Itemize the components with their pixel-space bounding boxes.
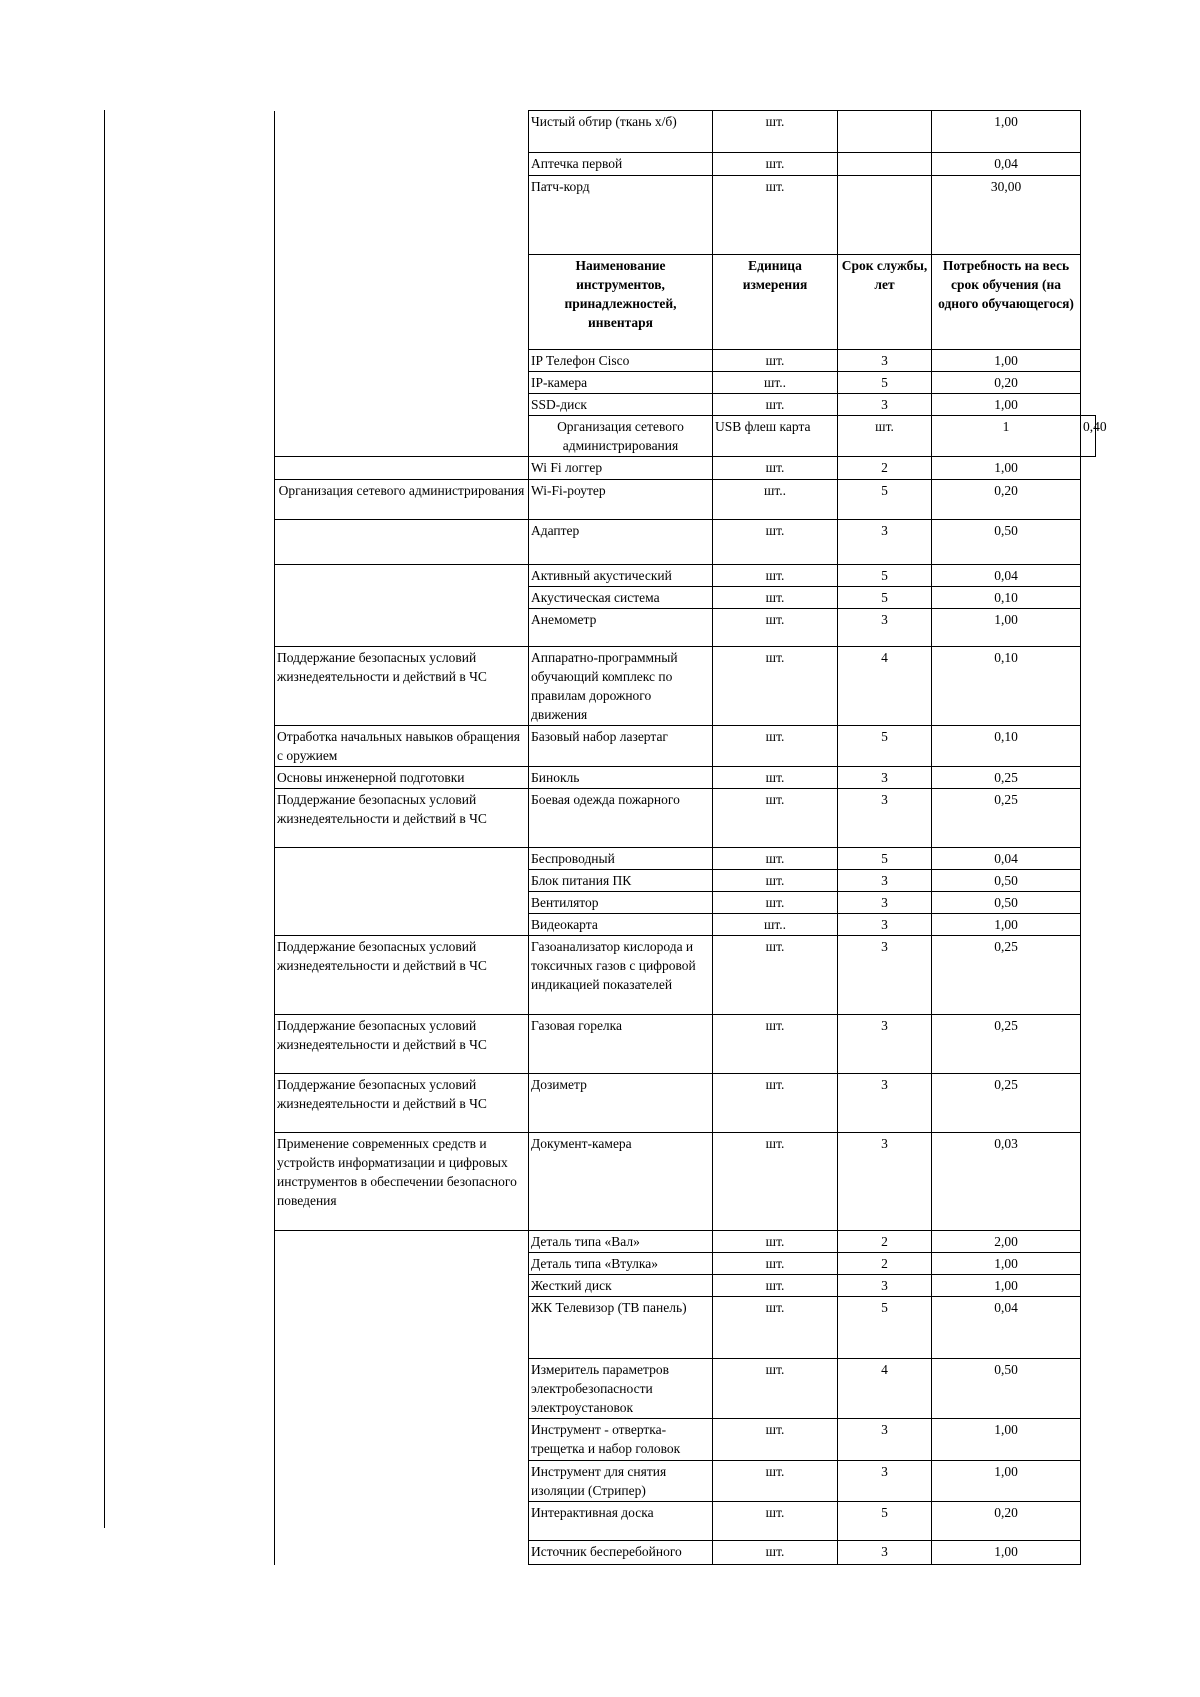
category-cell: Применение современных средств и устройств информатизации и цифровых инструментов в обеспечении безопасного поведения [275, 1133, 529, 1231]
item-name: Чистый обтир (ткань х/б) [529, 111, 713, 153]
item-need: 1,00 [932, 111, 1081, 153]
item-name: SSD-диск [529, 394, 713, 416]
item-term: 5 [838, 565, 932, 587]
item-need: 1,00 [932, 1461, 1081, 1502]
item-term: 2 [838, 1253, 932, 1275]
table-row [275, 111, 1096, 153]
category-cell [275, 520, 529, 565]
item-unit: шт. [713, 1275, 838, 1297]
category-cell: Организация сетевого администрирования [275, 480, 529, 520]
item-need: 0,04 [932, 153, 1081, 176]
item-term: 3 [838, 789, 932, 848]
item-need: 0,04 [932, 1297, 1081, 1359]
item-unit: шт. [713, 1461, 838, 1502]
item-need: 0,20 [932, 372, 1081, 394]
left-margin-rule [104, 110, 105, 1528]
item-unit: шт. [713, 176, 838, 255]
item-unit: шт. [713, 1133, 838, 1231]
item-need: 0,10 [932, 647, 1081, 726]
item-name: Беспроводный [529, 848, 713, 870]
item-need: 1,00 [932, 350, 1081, 372]
item-term: 5 [838, 848, 932, 870]
item-need: 0,50 [932, 520, 1081, 565]
header-name: Наименование инструментов, принадлежностей, инвентаря [529, 255, 713, 350]
item-term: 5 [838, 587, 932, 609]
item-unit: шт. [713, 1419, 838, 1461]
category-cell: Поддержание безопасных условий жизнедеятельности и действий в ЧС [275, 936, 529, 1015]
item-name: Дозиметр [529, 1074, 713, 1133]
item-need: 0,25 [932, 789, 1081, 848]
item-name: Базовый набор лазертаг [529, 726, 713, 767]
item-term: 4 [838, 647, 932, 726]
item-unit: шт. [713, 1502, 838, 1541]
item-unit: шт. [713, 394, 838, 416]
table-row [275, 1074, 1096, 1133]
table-row [275, 726, 1096, 767]
item-need: 1,00 [932, 1275, 1081, 1297]
item-name: Патч-корд [529, 176, 713, 255]
item-unit: шт. [713, 789, 838, 848]
category-cell [275, 848, 529, 936]
item-unit: шт. [713, 892, 838, 914]
item-need: 0,10 [932, 726, 1081, 767]
item-need: 0,20 [932, 1502, 1081, 1541]
item-term: 4 [838, 1359, 932, 1419]
item-name: Газовая горелка [529, 1015, 713, 1074]
category-cell: Основы инженерной подготовки [275, 767, 529, 789]
item-name: Источник бесперебойного [529, 1541, 713, 1565]
item-unit: шт. [713, 1297, 838, 1359]
item-unit: шт. [713, 609, 838, 647]
item-name: Газоанализатор кислорода и токсичных газов с цифровой индикацией показателей [529, 936, 713, 1015]
item-name: Вентилятор [529, 892, 713, 914]
item-term [838, 176, 932, 255]
header-unit: Единица измерения [713, 255, 838, 350]
table-row [275, 767, 1096, 789]
item-name: Документ-камера [529, 1133, 713, 1231]
table-row [275, 789, 1096, 848]
category-cell [275, 111, 529, 457]
item-name: Wi Fi логгер [529, 457, 713, 480]
table-row [275, 565, 1096, 587]
item-need: 1,00 [932, 394, 1081, 416]
category-cell [275, 565, 529, 647]
item-term: 3 [838, 1461, 932, 1502]
item-term: 3 [838, 892, 932, 914]
category-cell: Организация сетевого администрирования [529, 416, 713, 457]
item-unit: шт. [713, 350, 838, 372]
item-need: 2,00 [932, 1231, 1081, 1253]
item-unit: шт. [713, 1359, 838, 1419]
item-term: 3 [838, 520, 932, 565]
table-row [275, 480, 1096, 520]
item-unit: шт. [713, 726, 838, 767]
item-unit: шт. [713, 1231, 838, 1253]
item-unit: шт. [713, 936, 838, 1015]
table-row [275, 520, 1096, 565]
item-term: 5 [838, 726, 932, 767]
item-name: Бинокль [529, 767, 713, 789]
table-row [275, 848, 1096, 870]
item-term: 3 [838, 1015, 932, 1074]
item-need: 0,04 [932, 565, 1081, 587]
item-name: IP-камера [529, 372, 713, 394]
item-name: Активный акустический [529, 565, 713, 587]
item-unit: шт. [713, 1074, 838, 1133]
item-unit: шт. [713, 1015, 838, 1074]
item-term: 3 [838, 1133, 932, 1231]
item-need: 1,00 [932, 457, 1081, 480]
item-name: Боевая одежда пожарного [529, 789, 713, 848]
item-name: Аптечка первой [529, 153, 713, 176]
category-cell: Поддержание безопасных условий жизнедеятельности и действий в ЧС [275, 1074, 529, 1133]
item-term: 3 [838, 394, 932, 416]
item-need: 0,20 [932, 480, 1081, 520]
item-name: Видеокарта [529, 914, 713, 936]
item-unit: шт. [713, 111, 838, 153]
item-name: Блок питания ПК [529, 870, 713, 892]
item-unit: шт. [713, 647, 838, 726]
category-cell: Поддержание безопасных условий жизнедеятельности и действий в ЧС [275, 1015, 529, 1074]
item-unit: шт. [713, 457, 838, 480]
item-name: Адаптер [529, 520, 713, 565]
item-unit: шт. [838, 416, 932, 457]
item-term: 3 [838, 767, 932, 789]
item-name: Акустическая система [529, 587, 713, 609]
item-need: 1,00 [932, 914, 1081, 936]
item-name: IP Телефон Cisco [529, 350, 713, 372]
item-need: 1,00 [932, 1419, 1081, 1461]
item-term: 3 [838, 1541, 932, 1565]
category-cell: Поддержание безопасных условий жизнедеятельности и действий в ЧС [275, 789, 529, 848]
item-name: USB флеш карта [713, 416, 838, 457]
item-term: 2 [838, 1231, 932, 1253]
table-row [275, 647, 1096, 726]
table-row [275, 936, 1096, 1015]
item-name: Деталь типа «Втулка» [529, 1253, 713, 1275]
item-term: 3 [838, 1419, 932, 1461]
category-cell [275, 457, 529, 480]
item-need: 0,25 [932, 936, 1081, 1015]
item-need: 0,50 [932, 1359, 1081, 1419]
item-name: Wi-Fi-роутер [529, 480, 713, 520]
header-term: Срок службы, лет [838, 255, 932, 350]
category-cell [275, 1231, 529, 1565]
item-unit: шт. [713, 767, 838, 789]
item-unit: шт.. [713, 914, 838, 936]
item-need: 0,25 [932, 767, 1081, 789]
item-unit: шт.. [713, 372, 838, 394]
item-term: 3 [838, 870, 932, 892]
item-unit: шт. [713, 1253, 838, 1275]
category-cell: Отработка начальных навыков обращения с оружием [275, 726, 529, 767]
item-term: 2 [838, 457, 932, 480]
item-unit: шт. [713, 565, 838, 587]
item-need: 0,25 [932, 1015, 1081, 1074]
item-need: 0,04 [932, 848, 1081, 870]
item-term: 3 [838, 609, 932, 647]
item-term: 5 [838, 480, 932, 520]
item-term: 3 [838, 914, 932, 936]
item-name: ЖК Телевизор (ТВ панель) [529, 1297, 713, 1359]
item-term: 3 [838, 350, 932, 372]
item-term: 5 [838, 1297, 932, 1359]
equipment-table [274, 110, 1107, 1565]
item-term [838, 111, 932, 153]
item-name: Деталь типа «Вал» [529, 1231, 713, 1253]
item-name: Жесткий диск [529, 1275, 713, 1297]
item-need: 30,00 [932, 176, 1081, 255]
item-unit: шт.. [713, 480, 838, 520]
table-row [275, 457, 1096, 480]
item-need: 0,50 [932, 870, 1081, 892]
item-term: 3 [838, 1275, 932, 1297]
item-need: 1,00 [932, 1253, 1081, 1275]
header-need: Потребность на весь срок обучения (на одного обучающегося) [932, 255, 1081, 350]
item-unit: шт. [713, 1541, 838, 1565]
item-need: 1,00 [932, 609, 1081, 647]
item-unit: шт. [713, 153, 838, 176]
item-name: Интерактивная доска [529, 1502, 713, 1541]
item-need: 0,40 [1081, 416, 1096, 457]
item-term [838, 153, 932, 176]
item-need: 0,50 [932, 892, 1081, 914]
item-name: Измеритель параметров электробезопасности электроустановок [529, 1359, 713, 1419]
item-need: 1,00 [932, 1541, 1081, 1565]
item-need: 0,25 [932, 1074, 1081, 1133]
category-cell: Поддержание безопасных условий жизнедеятельности и действий в ЧС [275, 647, 529, 726]
table-row [275, 1133, 1096, 1231]
item-need: 0,10 [932, 587, 1081, 609]
item-unit: шт. [713, 520, 838, 565]
table-row [275, 1231, 1096, 1253]
item-term: 5 [838, 1502, 932, 1541]
item-unit: шт. [713, 870, 838, 892]
item-term: 1 [932, 416, 1081, 457]
item-name: Аппаратно-программный обучающий комплекс по правилам дорожного движения [529, 647, 713, 726]
item-term: 3 [838, 936, 932, 1015]
item-term: 5 [838, 372, 932, 394]
item-need: 0,03 [932, 1133, 1081, 1231]
item-term: 3 [838, 1074, 932, 1133]
item-name: Инструмент для снятия изоляции (Стрипер) [529, 1461, 713, 1502]
item-unit: шт. [713, 587, 838, 609]
item-name: Инструмент - отвертка-трещетка и набор головок [529, 1419, 713, 1461]
table-row [275, 1015, 1096, 1074]
item-name: Анемометр [529, 609, 713, 647]
item-unit: шт. [713, 848, 838, 870]
